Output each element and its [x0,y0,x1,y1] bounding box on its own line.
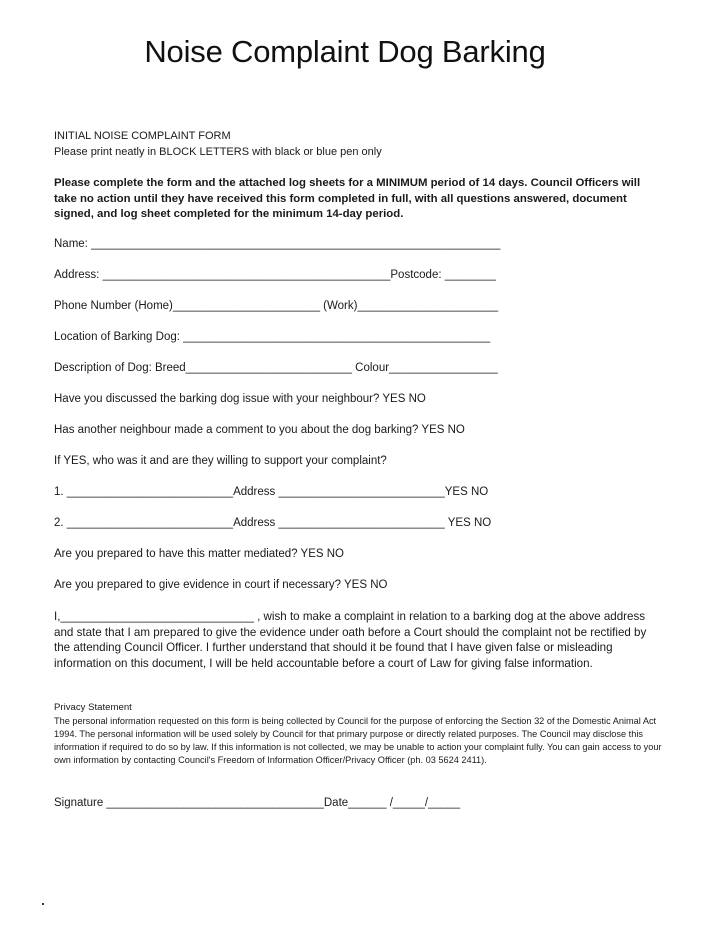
dog-description-field[interactable]: Description of Dog: Breed__________________________ Colour_________________ [54,362,498,374]
question-other-neighbour[interactable]: Has another neighbour made a comment to you about the dog barking? YES NO [54,424,465,436]
question-mediated[interactable]: Are you prepared to have this matter mediated? YES NO [54,548,344,560]
page-title: Noise Complaint Dog Barking [144,34,546,69]
question-evidence[interactable]: Are you prepared to give evidence in court if necessary? YES NO [54,579,388,591]
name-field[interactable]: Name: ________________________________________________________________ [54,238,501,250]
dog-location-field[interactable]: Location of Barking Dog: ________________________________________________ [54,331,491,343]
privacy-text: The personal information requested on this form is being collected by Council for the purpose of enforcing the Section 32 of the Domestic Animal Act 1994. The personal information will be used solely by Council for that primary purpose or directly related purposes. The Council may disclose this information if required to do so by law. If this information is not collected, we may be unable to action your complaint fully. You can gain access to your own information by contacting Council's Freedom of Information Officer/Privacy Officer (ph. 03 5624 2411). [54,716,662,766]
declaration-paragraph: I,______________________________ , wish to make a complaint in relation to a barking dog at the above address and state that I am prepared to give the evidence under oath before a Court should the complaint not be rectified by the attending Council Officer. I further understand that should it be found that I have given false or misleading information on this document, I will be held accountable before a court of Law for giving false information. [54,610,647,670]
signature-field[interactable]: Signature __________________________________Date______ /_____/_____ [54,797,461,809]
privacy-title: Privacy Statement [54,702,132,713]
scan-speck [42,903,44,905]
witness-row-1[interactable]: 1. __________________________Address __________________________YES NO [54,486,489,498]
address-field[interactable]: Address: _____________________________________________Postcode: ________ [54,269,496,281]
phone-field[interactable]: Phone Number (Home)_______________________ (Work)______________________ [54,300,499,312]
form-heading: INITIAL NOISE COMPLAINT FORM [54,130,231,142]
witness-row-2[interactable]: 2. __________________________Address __________________________ YES NO [54,517,492,529]
question-discussed[interactable]: Have you discussed the barking dog issue with your neighbour? YES NO [54,393,426,405]
instruction-text: Please print neatly in BLOCK LETTERS with black or blue pen only [54,146,382,158]
question-who: If YES, who was it and are they willing to support your complaint? [54,455,387,467]
notice-paragraph: Please complete the form and the attached log sheets for a MINIMUM period of 14 days. Council Officers will take no action until they have received this form completed in full, with all questions answered, document signed, and log sheet completed for the minimum 14-day period. [54,177,641,221]
